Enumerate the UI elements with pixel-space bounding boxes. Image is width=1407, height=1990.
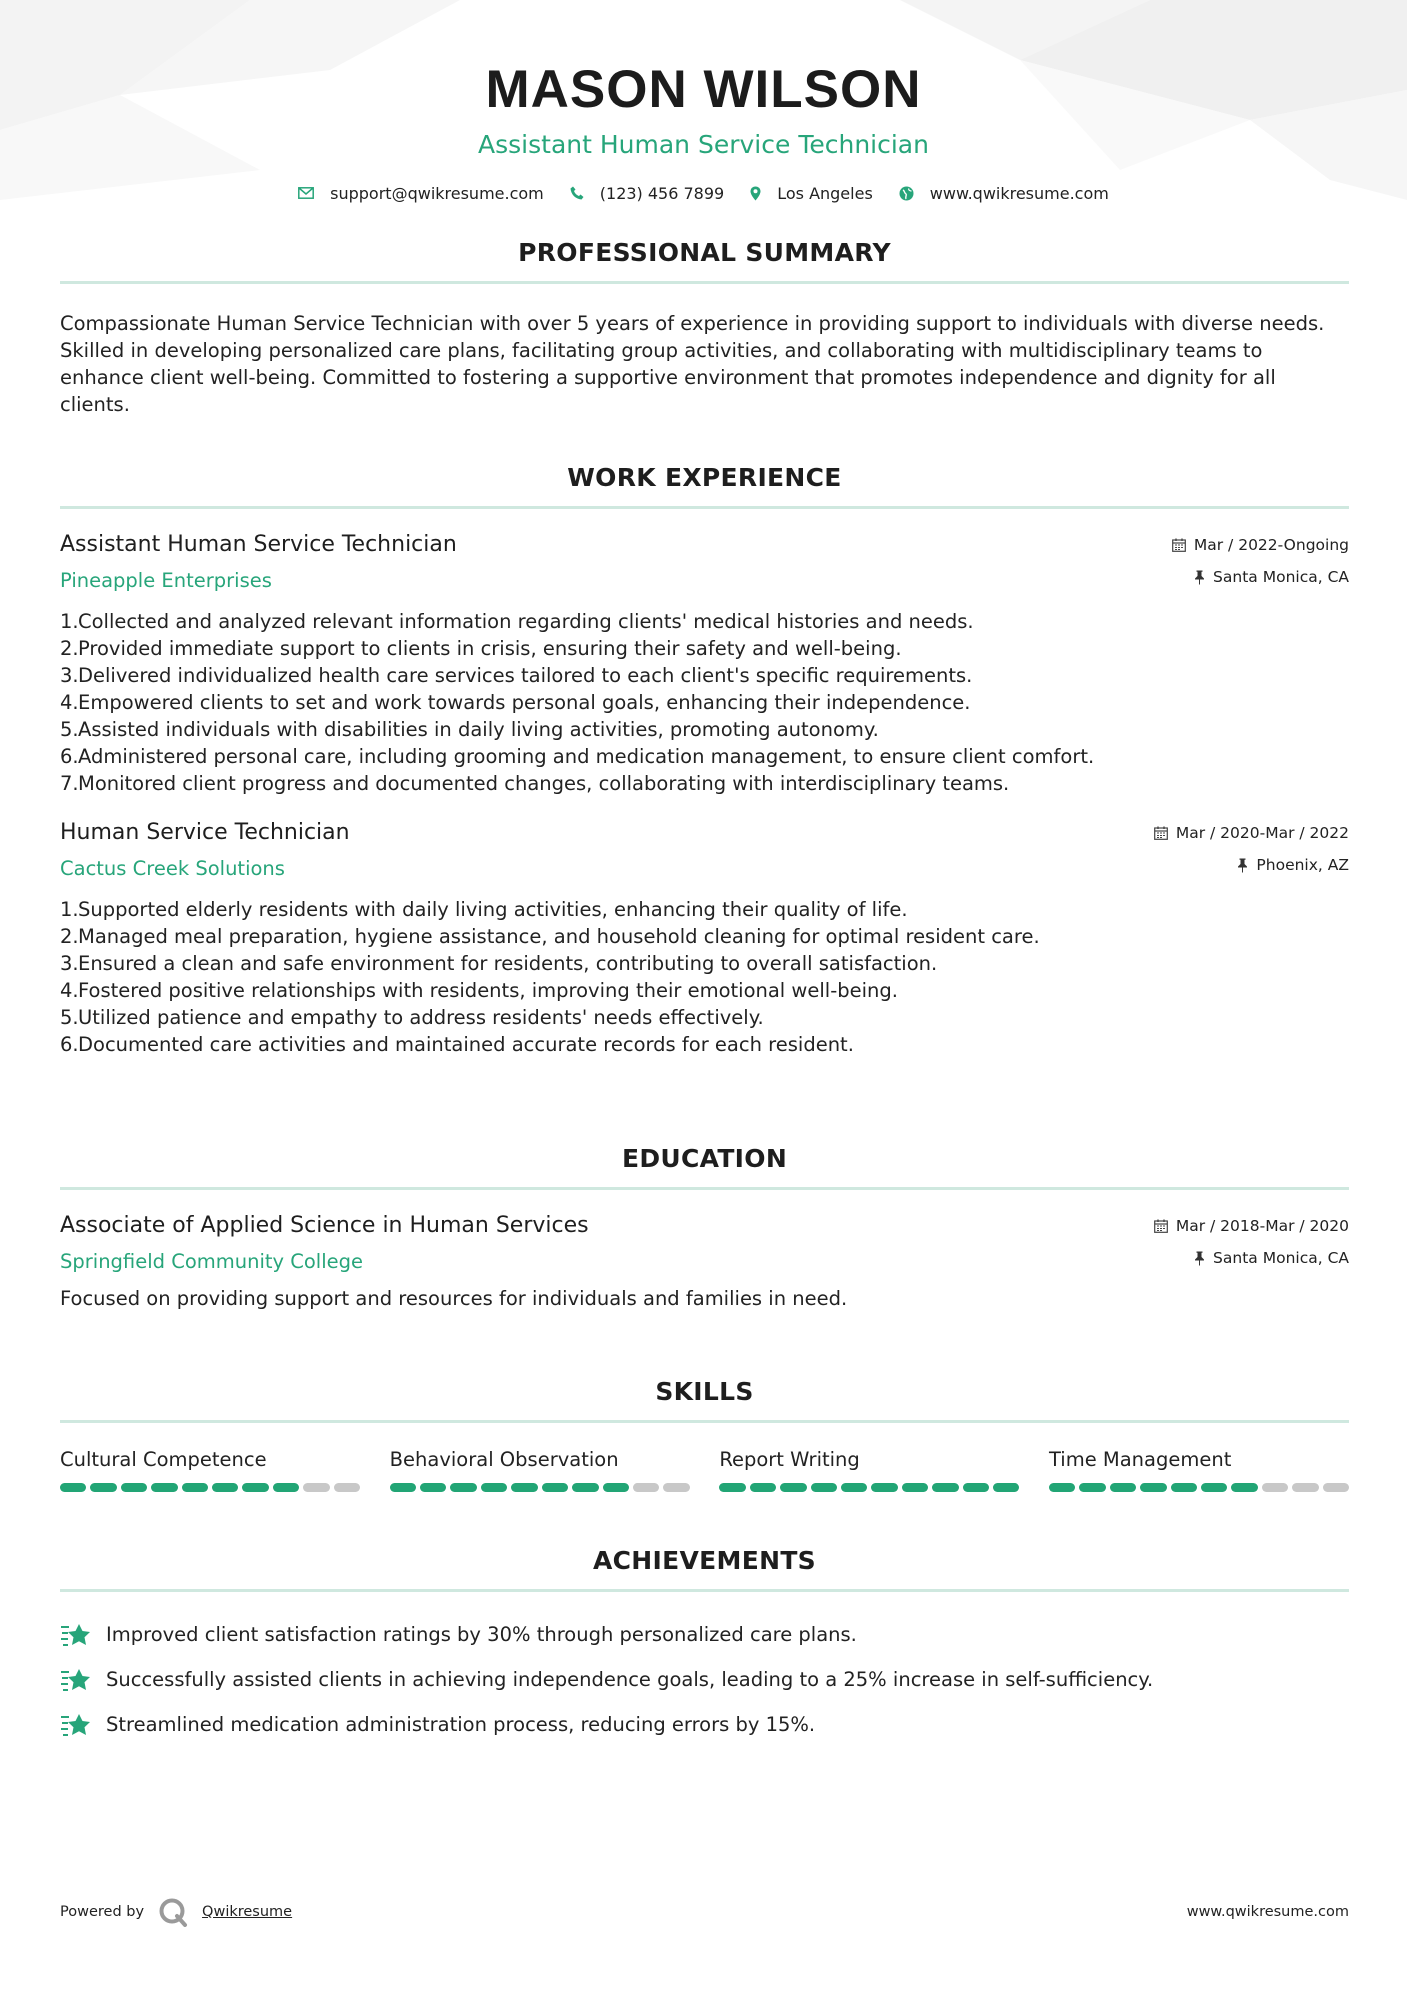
skill-level-segment — [303, 1483, 329, 1492]
skill-level-segment — [963, 1483, 989, 1492]
candidate-title: Assistant Human Service Technician — [478, 130, 929, 159]
skill-level-segment — [993, 1483, 1019, 1492]
powered-by — [60, 1897, 292, 1927]
skill-level-segment — [334, 1483, 360, 1492]
skill-level-segment — [481, 1483, 507, 1492]
job-duties-list — [60, 608, 1349, 797]
education-dates-text: Mar / 2018-Mar / 2020 — [1175, 1217, 1349, 1235]
skill-item — [60, 1447, 360, 1492]
phone-icon — [570, 186, 584, 200]
job-company: Pineapple Enterprises — [60, 569, 272, 592]
star-icon — [60, 1712, 92, 1738]
skill-level-segment — [1323, 1483, 1349, 1492]
list-item: 1. Supported elderly residents with daily living activities, enhancing their quality of life. — [60, 898, 908, 921]
skill-level-segment — [603, 1483, 629, 1492]
achievements-heading: ACHIEVEMENTS — [593, 1546, 816, 1575]
summary-section — [60, 238, 1349, 418]
list-item: 6. Administered personal care, including grooming and medication management, to ensure client comfort. — [60, 745, 1095, 768]
skill-level-segment — [902, 1483, 928, 1492]
education-dates — [1154, 1215, 1349, 1237]
skill-level-segment — [1201, 1483, 1227, 1492]
skill-level-segment — [511, 1483, 537, 1492]
skill-name: Cultural Competence — [60, 1448, 267, 1471]
map-pin-icon — [750, 186, 761, 201]
job-entry — [60, 531, 1349, 797]
summary-text: Compassionate Human Service Technician with over 5 years of experience in providing support to individuals with diverse needs. Skilled in developing personalized care plans, facilitating group activities, and collaborating with multidisciplinary teams to enhance client well-being. Committed to fostering a supportive environment that promotes independence and dignity for all clients. — [60, 312, 1325, 416]
job-dates-text: Mar / 2022-Ongoing — [1193, 536, 1349, 554]
education-location-text: Santa Monica, CA — [1213, 1249, 1349, 1267]
star-icon — [60, 1622, 92, 1648]
education-entry — [60, 1212, 1349, 1312]
job-meta — [1172, 531, 1349, 588]
skill-level-segment — [750, 1483, 776, 1492]
list-item: 5. Assisted individuals with disabilities in daily living activities, promoting autonomy. — [60, 718, 879, 741]
skill-level-segment — [1171, 1483, 1197, 1492]
skill-level-segment — [90, 1483, 116, 1492]
contact-website[interactable] — [899, 184, 1109, 203]
skill-level-segment — [719, 1483, 745, 1492]
skill-level-segment — [1110, 1483, 1136, 1492]
job-location-text: Phoenix, AZ — [1256, 856, 1349, 874]
achievement-text: Successfully assisted clients in achieving independence goals, leading to a 25% increase in self-sufficiency. — [106, 1668, 1154, 1691]
list-item: 6. Documented care activities and maintained accurate records for each resident. — [60, 1033, 854, 1056]
contact-location — [750, 184, 873, 203]
list-item: 4. Fostered positive relationships with residents, improving their emotional well-being. — [60, 979, 898, 1002]
achievements-section — [60, 1546, 1349, 1747]
skill-item — [390, 1447, 690, 1492]
resume-header — [0, 0, 1407, 205]
job-location — [1172, 566, 1349, 588]
section-divider — [60, 506, 1349, 509]
skill-level-bar — [390, 1483, 690, 1492]
skill-level-segment — [1140, 1483, 1166, 1492]
skill-level-bar — [719, 1483, 1019, 1492]
achievement-item — [60, 1612, 1349, 1657]
school-name: Springfield Community College — [60, 1250, 364, 1273]
candidate-name: MASON WILSON — [485, 60, 922, 119]
qwikresume-logo-icon — [158, 1897, 188, 1927]
contact-phone[interactable] — [570, 184, 724, 203]
job-dates — [1154, 822, 1349, 844]
list-item: 7. Monitored client progress and documented changes, collaborating with interdisciplinary teams. — [60, 772, 1010, 795]
achievement-item — [60, 1702, 1349, 1747]
list-item: 1. Collected and analyzed relevant information regarding clients' medical histories and needs. — [60, 610, 974, 633]
degree-title: Associate of Applied Science in Human Services — [60, 1213, 589, 1238]
section-divider — [60, 1187, 1349, 1190]
skill-level-segment — [1292, 1483, 1318, 1492]
skill-item — [719, 1447, 1019, 1492]
skill-level-segment — [663, 1483, 689, 1492]
job-location-text: Santa Monica, CA — [1213, 568, 1349, 586]
skill-level-segment — [572, 1483, 598, 1492]
section-divider — [60, 1589, 1349, 1592]
skill-name: Time Management — [1048, 1448, 1232, 1471]
skill-name: Behavioral Observation — [389, 1448, 619, 1471]
skill-level-segment — [780, 1483, 806, 1492]
achievement-text: Streamlined medication administration process, reducing errors by 15%. — [106, 1713, 816, 1736]
skill-level-segment — [542, 1483, 568, 1492]
job-title: Assistant Human Service Technician — [60, 532, 457, 557]
achievements-list — [60, 1612, 1349, 1747]
pushpin-icon — [1194, 570, 1205, 585]
skill-level-segment — [811, 1483, 837, 1492]
contact-location-text: Los Angeles — [777, 183, 873, 203]
star-icon — [60, 1667, 92, 1693]
contact-email[interactable] — [298, 184, 544, 203]
skill-level-bar — [1049, 1483, 1349, 1492]
skill-level-segment — [121, 1483, 147, 1492]
skill-level-segment — [932, 1483, 958, 1492]
globe-icon — [899, 186, 914, 201]
pushpin-icon — [1237, 858, 1248, 873]
education-section — [60, 1144, 1349, 1312]
education-heading: EDUCATION — [621, 1144, 788, 1173]
skill-level-bar — [60, 1483, 360, 1492]
skills-heading: SKILLS — [655, 1377, 754, 1406]
pushpin-icon — [1194, 1251, 1205, 1266]
skill-level-segment — [182, 1483, 208, 1492]
section-divider — [60, 281, 1349, 284]
skill-level-segment — [1231, 1483, 1257, 1492]
skill-level-segment — [60, 1483, 86, 1492]
job-meta — [1154, 819, 1349, 876]
skill-item — [1049, 1447, 1349, 1492]
footer-website[interactable]: www.qwikresume.com — [1186, 1904, 1349, 1920]
list-item: 5. Utilized patience and empathy to address residents' needs effectively. — [60, 1006, 764, 1029]
job-location — [1154, 854, 1349, 876]
skills-row — [60, 1447, 1349, 1492]
contact-website-text: www.qwikresume.com — [929, 183, 1109, 203]
calendar-icon — [1154, 1219, 1168, 1233]
skill-level-segment — [242, 1483, 268, 1492]
achievement-text: Improved client satisfaction ratings by 30% through personalized care plans. — [106, 1623, 857, 1646]
job-company: Cactus Creek Solutions — [60, 857, 285, 880]
contact-email-text: support@qwikresume.com — [330, 183, 544, 203]
summary-heading: PROFESSIONAL SUMMARY — [518, 238, 891, 267]
envelope-icon — [298, 187, 314, 199]
list-item: 4. Empowered clients to set and work towards personal goals, enhancing their independence. — [60, 691, 971, 714]
calendar-icon — [1154, 826, 1168, 840]
skill-level-segment — [1049, 1483, 1075, 1492]
skill-level-segment — [1079, 1483, 1105, 1492]
contact-phone-text: (123) 456 7899 — [599, 183, 725, 203]
qwikresume-link[interactable]: Qwikresume — [202, 1904, 293, 1920]
page-footer — [60, 1897, 1349, 1927]
skill-level-segment — [420, 1483, 446, 1492]
skill-level-segment — [273, 1483, 299, 1492]
skill-name: Report Writing — [719, 1448, 860, 1471]
skill-level-segment — [633, 1483, 659, 1492]
skill-level-segment — [450, 1483, 476, 1492]
list-item: 2. Managed meal preparation, hygiene assistance, and household cleaning for optimal resident care. — [60, 925, 1040, 948]
education-location — [1154, 1247, 1349, 1269]
job-entry — [60, 819, 1349, 1058]
skills-section — [60, 1377, 1349, 1492]
skill-level-segment — [212, 1483, 238, 1492]
skill-level-segment — [151, 1483, 177, 1492]
job-title: Human Service Technician — [60, 820, 350, 845]
experience-section — [60, 463, 1349, 1058]
contact-bar — [0, 181, 1407, 205]
skill-level-segment — [1262, 1483, 1288, 1492]
education-meta — [1154, 1212, 1349, 1269]
powered-by-label: Powered by — [60, 1904, 145, 1920]
education-description: Focused on providing support and resources for individuals and families in need. — [60, 1287, 848, 1310]
list-item: 3. Delivered individualized health care services tailored to each client's specific requirements. — [60, 664, 973, 687]
experience-heading: WORK EXPERIENCE — [567, 463, 842, 492]
job-duties-list — [60, 896, 1349, 1058]
calendar-icon — [1172, 538, 1186, 552]
job-dates-text: Mar / 2020-Mar / 2022 — [1175, 824, 1349, 842]
section-divider — [60, 1420, 1349, 1423]
skill-level-segment — [871, 1483, 897, 1492]
job-dates — [1172, 534, 1349, 556]
list-item: 2. Provided immediate support to clients in crisis, ensuring their safety and well-being. — [60, 637, 902, 660]
skill-level-segment — [841, 1483, 867, 1492]
skill-level-segment — [390, 1483, 416, 1492]
list-item: 3. Ensured a clean and safe environment for residents, contributing to overall satisfaction. — [60, 952, 938, 975]
achievement-item — [60, 1657, 1349, 1702]
